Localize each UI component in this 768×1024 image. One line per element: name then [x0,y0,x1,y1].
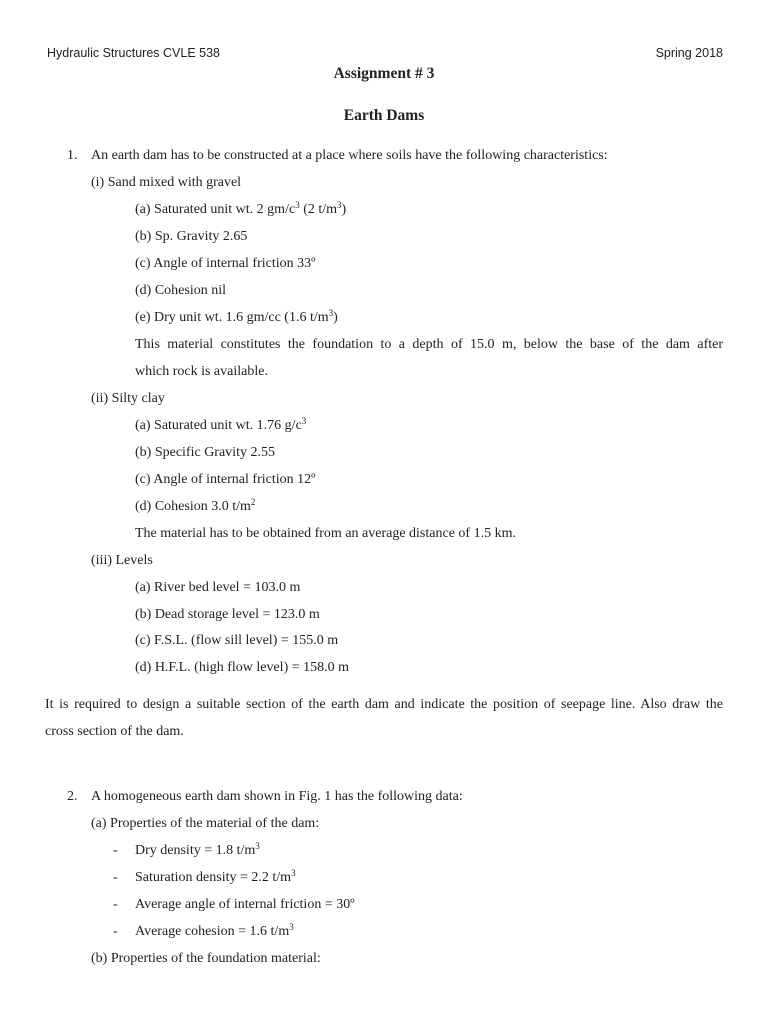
sand-item-c: (c) Angle of internal friction 33º [135,256,316,271]
dam-property-4: Average cohesion = 1.6 $t/m^3$ [135,922,294,939]
dam-property-1: Dry density = 1.8 $t/m^3$ [135,841,260,858]
sand-item-e: (e) Dry unit wt. 1.6 gm/cc (1.6 $t/m^3$) [135,308,338,325]
assignment-subtitle: Earth Dams [343,107,425,124]
dam-material-heading: (a) Properties of the material of the dam: [91,816,320,831]
sand-heading: (i) Sand mixed with gravel [91,175,242,190]
question-2-intro: A homogeneous earth dam shown in Fig. 1 has the following data: [91,789,463,804]
task-line-2: cross section of the dam. [45,724,184,739]
dam-property-3: Average angle of internal friction = 30º [135,897,355,912]
levels-item-d: (d) H.F.L. (high flow level) = 158.0 m [135,660,350,675]
task-line-1: It is required to design a suitable section of the earth dam and indicate the position of seepage line. Also draw the [45,697,723,712]
list-bullet: - [113,843,118,858]
question-2-number: 2. [67,789,78,804]
sand-note-line-2: which rock is available. [135,364,268,379]
course-header: Hydraulic Structures CVLE 538 [47,46,220,60]
term-header: Spring 2018 [655,46,723,60]
clay-item-b: (b) Specific Gravity 2.55 [135,445,275,460]
question-1-number: 1. [67,148,78,163]
assignment-title: Assignment # 3 [333,65,435,82]
clay-item-c: (c) Angle of internal friction 12º [135,472,316,487]
foundation-material-heading: (b) Properties of the foundation material: [91,951,321,966]
list-bullet: - [113,924,118,939]
clay-heading: (ii) Silty clay [91,391,165,406]
sand-note-line-1: This material constitutes the foundation to a depth of 15.0 m, below the base of the dam after [135,337,723,352]
sand-item-d: (d) Cohesion nil [135,283,226,298]
clay-note: The material has to be obtained from an average distance of 1.5 km. [135,526,516,541]
levels-item-b: (b) Dead storage level = 123.0 m [135,607,320,622]
list-bullet: - [113,870,118,885]
list-bullet: - [113,897,118,912]
dam-property-2: Saturation density = 2.2 $t/m^3$ [135,868,296,885]
sand-item-b: (b) Sp. Gravity 2.65 [135,229,248,244]
question-1-intro: An earth dam has to be constructed at a place where soils have the following characteristics: [91,148,608,163]
levels-heading: (iii) Levels [91,553,153,568]
levels-item-c: (c) F.S.L. (flow sill level) = 155.0 m [135,633,339,648]
levels-item-a: (a) River bed level = 103.0 m [135,580,301,595]
sand-item-a: (a) Saturated unit wt. 2 $gm/c^3$ (2 $t/m^3$) [135,200,347,217]
clay-item-a: (a) Saturated unit wt. 1.76 $g/c^3$ [135,416,307,433]
clay-item-d: (d) Cohesion 3.0 $t/m^2$ [135,497,256,514]
